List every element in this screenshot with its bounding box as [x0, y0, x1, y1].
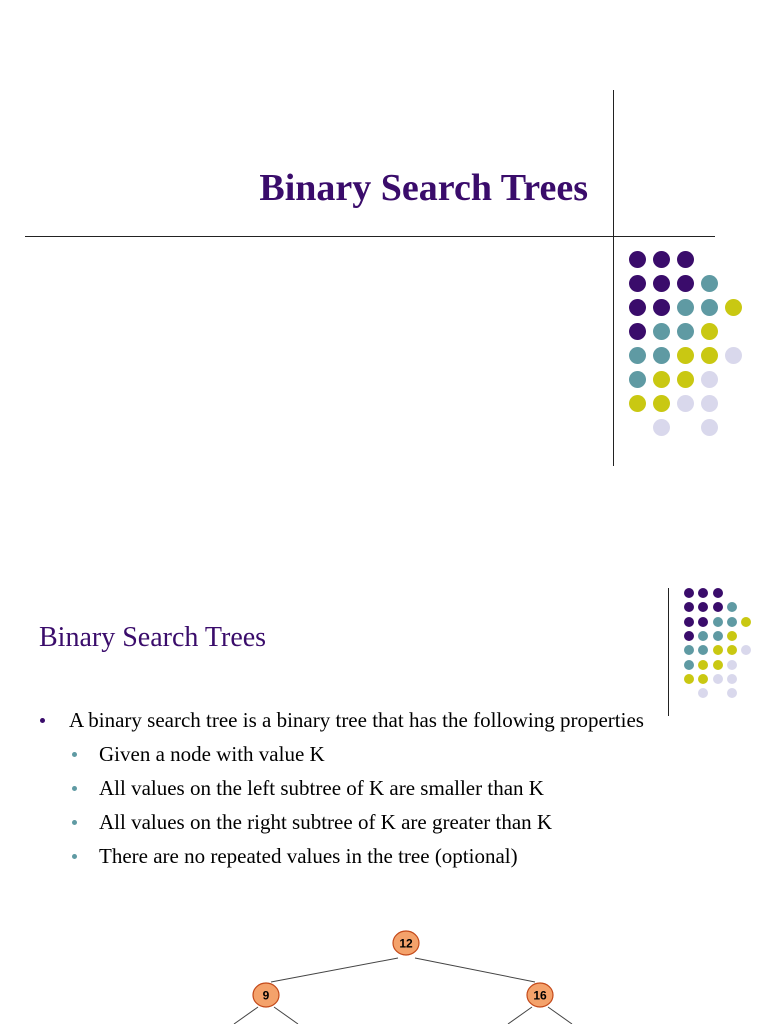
- decorative-dot: [677, 299, 694, 316]
- decorative-dot: [698, 688, 708, 698]
- bullet-dot-icon: [72, 752, 77, 757]
- decorative-dot: [727, 631, 737, 641]
- decorative-dot: [653, 275, 670, 292]
- decorative-dot: [701, 347, 718, 364]
- sub-bullet-text: Given a node with value K: [99, 742, 325, 766]
- tree-node-label: 9: [262, 988, 270, 1003]
- decorative-dot: [653, 347, 670, 364]
- decorative-dot: [684, 602, 694, 612]
- decorative-dot: [698, 617, 708, 627]
- decorative-dot: [713, 617, 723, 627]
- decorative-dot: [725, 299, 742, 316]
- decorative-dot: [698, 660, 708, 670]
- decorative-dot: [713, 660, 723, 670]
- decorative-dot: [677, 347, 694, 364]
- decorative-dot: [629, 395, 646, 412]
- bullet-dot-icon: [72, 854, 77, 859]
- decorative-dot: [629, 299, 646, 316]
- decorative-dot: [701, 323, 718, 340]
- decorative-dot: [701, 395, 718, 412]
- tree-node: [393, 931, 419, 955]
- decorative-dot: [713, 588, 723, 598]
- tree-edge: [271, 958, 398, 982]
- tree-edge: [415, 958, 535, 982]
- tree-edge: [274, 1007, 298, 1024]
- decorative-dot: [727, 660, 737, 670]
- decorative-dot: [698, 602, 708, 612]
- decorative-dot: [629, 275, 646, 292]
- decorative-dot: [653, 395, 670, 412]
- vertical-divider: [613, 90, 614, 466]
- decorative-dot: [677, 395, 694, 412]
- tree-node-label: 16: [533, 988, 547, 1003]
- decorative-dot: [677, 323, 694, 340]
- decorative-dot: [713, 674, 723, 684]
- tree-edge: [508, 1007, 532, 1024]
- decorative-dot: [727, 602, 737, 612]
- tree-node: [527, 983, 553, 1007]
- decorative-dot: [727, 688, 737, 698]
- decorative-dot: [653, 251, 670, 268]
- decorative-dot: [684, 617, 694, 627]
- tree-edge: [548, 1007, 572, 1024]
- decorative-dot: [698, 645, 708, 655]
- decorative-dot: [701, 299, 718, 316]
- sub-bullet-text: There are no repeated values in the tree (optional): [99, 844, 518, 868]
- decorative-dot: [713, 645, 723, 655]
- decorative-dot: [653, 299, 670, 316]
- bullet-dot-icon: [40, 718, 45, 723]
- sub-bullet-text: All values on the right subtree of K are greater than K: [99, 810, 553, 834]
- decorative-dot: [713, 602, 723, 612]
- main-bullet-text: A binary search tree is a binary tree that has the following properties: [69, 708, 644, 732]
- decorative-dot: [629, 371, 646, 388]
- decorative-dot: [727, 617, 737, 627]
- vertical-divider: [668, 588, 669, 716]
- decorative-dot: [684, 631, 694, 641]
- decorative-dot: [653, 371, 670, 388]
- decorative-dot: [684, 674, 694, 684]
- decorative-dot: [698, 674, 708, 684]
- decorative-dot: [701, 371, 718, 388]
- decorative-dot: [684, 645, 694, 655]
- decorative-dot: [698, 588, 708, 598]
- slide-heading: Binary Search Trees: [39, 622, 267, 653]
- decorative-dot: [701, 419, 718, 436]
- decorative-dot: [629, 347, 646, 364]
- decorative-dot: [677, 275, 694, 292]
- decorative-dot: [677, 251, 694, 268]
- sub-bullet-text: All values on the left subtree of K are smaller than K: [99, 776, 544, 800]
- decorative-dot: [629, 323, 646, 340]
- decorative-dot: [684, 660, 694, 670]
- decorative-dot: [698, 631, 708, 641]
- bullet-dot-icon: [72, 820, 77, 825]
- decorative-dot: [701, 275, 718, 292]
- horizontal-divider: [25, 236, 715, 237]
- decorative-dot: [727, 645, 737, 655]
- content-slide: [0, 512, 768, 1024]
- decorative-dot: [653, 323, 670, 340]
- decorative-dot: [677, 371, 694, 388]
- decorative-dot: [725, 347, 742, 364]
- tree-edge: [234, 1007, 258, 1024]
- bullet-dot-icon: [72, 786, 77, 791]
- slide-title: Binary Search Trees: [259, 167, 588, 209]
- tree-node-label: 12: [399, 936, 413, 951]
- decorative-dot: [727, 674, 737, 684]
- decorative-dot: [741, 645, 751, 655]
- decorative-dot: [629, 251, 646, 268]
- decorative-dot: [741, 617, 751, 627]
- tree-node: [253, 983, 279, 1007]
- decorative-dot: [713, 631, 723, 641]
- decorative-dot: [684, 588, 694, 598]
- decorative-dot: [653, 419, 670, 436]
- binary-tree-diagram: [0, 912, 768, 1024]
